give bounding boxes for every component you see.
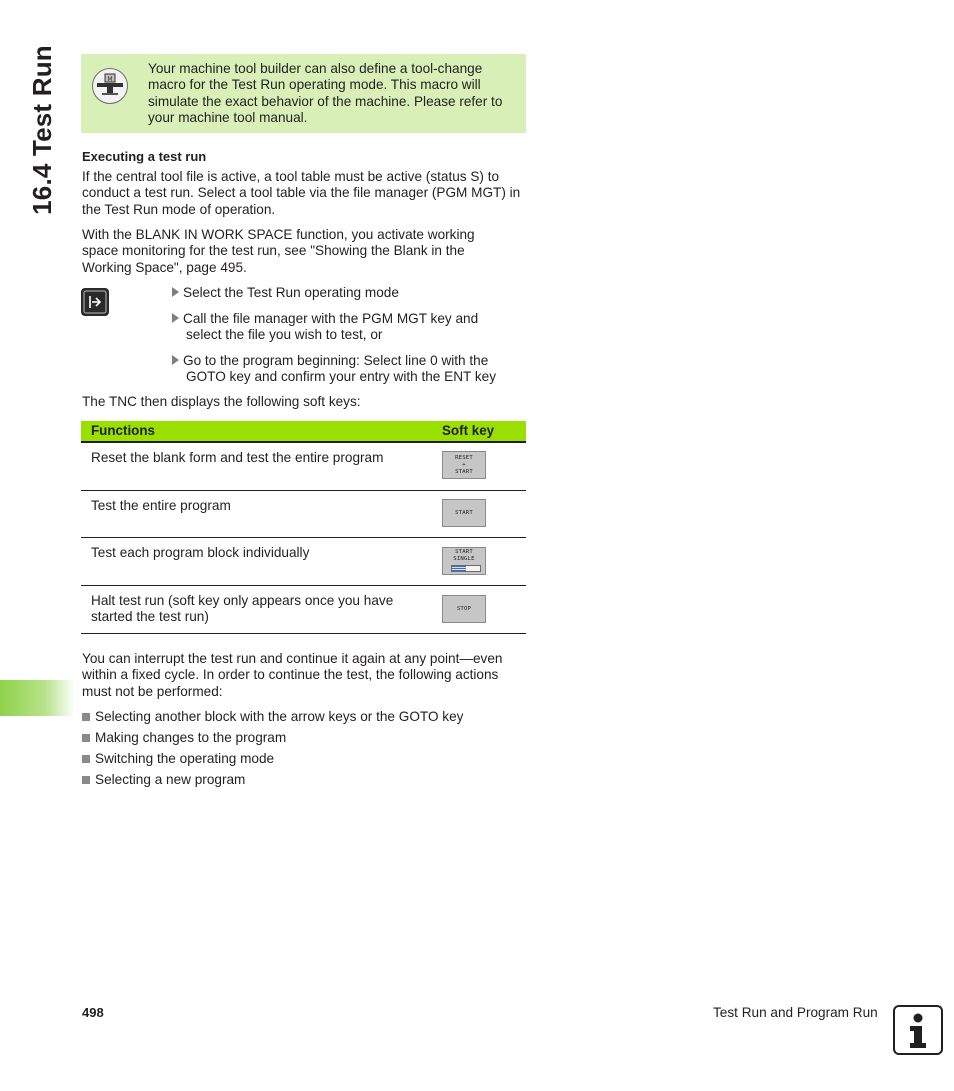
softkey-intro: The TNC then displays the following soft keys: bbox=[82, 394, 361, 409]
triangle-bullet-icon bbox=[172, 313, 179, 323]
svg-text:M: M bbox=[107, 76, 113, 83]
start-softkey[interactable]: START bbox=[442, 499, 486, 527]
step-item: Call the file manager with the PGM MGT key and select the file you wish to test, or bbox=[172, 311, 532, 344]
test-run-key-icon bbox=[81, 288, 109, 316]
table-row bbox=[81, 443, 526, 491]
note-text: Your machine tool builder can also define a tool-change macro for the Test Run operating mode. This macro will simulate the exact behavior of the machine. Please refer to your machine tool manual. bbox=[148, 61, 503, 125]
square-bullet-icon bbox=[82, 734, 90, 742]
list-item: Making changes to the program bbox=[82, 730, 286, 746]
list-item: Selecting a new program bbox=[82, 772, 245, 788]
section-title-text: 16.4 Test Run bbox=[27, 45, 57, 215]
square-bullet-icon bbox=[82, 755, 90, 763]
softkey-table bbox=[81, 421, 526, 634]
machine-tool-icon bbox=[92, 68, 128, 104]
paragraph-blank-in-work-space: With the BLANK IN WORK SPACE function, you activate working space monitoring for the test run, see "Showing the Blank in the Working Space", page 495. bbox=[82, 227, 475, 275]
machine-note-box bbox=[81, 54, 526, 133]
stop-softkey[interactable]: STOP bbox=[442, 595, 486, 623]
triangle-bullet-icon bbox=[172, 287, 179, 297]
table-row bbox=[81, 491, 526, 538]
paragraph-interrupt: You can interrupt the test run and continue it again at any point—even within a fixed cycle. In order to continue the test, the following actions must not be performed: bbox=[82, 651, 503, 699]
row-function-text: Test the entire program bbox=[91, 498, 231, 513]
row-function-text: Reset the blank form and test the entire program bbox=[91, 450, 384, 465]
reset-start-softkey[interactable]: RESET + START bbox=[442, 451, 486, 479]
paragraph-central-tool-file: If the central tool file is active, a tool table must be active (status S) to conduct a test run. Select a tool table via the file manager (PGM MGT) in the Test Run mode of operation. bbox=[82, 169, 521, 217]
table-row bbox=[81, 538, 526, 586]
list-item: Selecting another block with the arrow keys or the GOTO key bbox=[82, 709, 463, 725]
step-item: Select the Test Run operating mode bbox=[172, 285, 532, 301]
triangle-bullet-icon bbox=[172, 355, 179, 365]
step-item: Go to the program beginning: Select line 0 with the GOTO key and confirm your entry with the ENT key bbox=[172, 353, 532, 386]
section-title bbox=[22, 40, 62, 220]
list-item: Switching the operating mode bbox=[82, 751, 274, 767]
chapter-tab-marker bbox=[0, 680, 75, 716]
column-header-softkey: Soft key bbox=[442, 423, 495, 438]
table-header bbox=[81, 421, 526, 443]
row-function-text: Test each program block individually bbox=[91, 545, 310, 560]
column-header-functions: Functions bbox=[91, 423, 155, 438]
square-bullet-icon bbox=[82, 713, 90, 721]
square-bullet-icon bbox=[82, 776, 90, 784]
page-number: 498 bbox=[82, 1005, 104, 1020]
block-list-icon bbox=[451, 565, 481, 572]
info-icon bbox=[893, 1005, 943, 1055]
row-function-text: Halt test run (soft key only appears once you have started the test run) bbox=[91, 593, 394, 625]
start-single-softkey[interactable]: START SINGLE bbox=[442, 547, 486, 575]
table-row bbox=[81, 586, 526, 634]
section-heading: Executing a test run bbox=[82, 149, 207, 164]
chapter-title: Test Run and Program Run bbox=[713, 1005, 878, 1020]
